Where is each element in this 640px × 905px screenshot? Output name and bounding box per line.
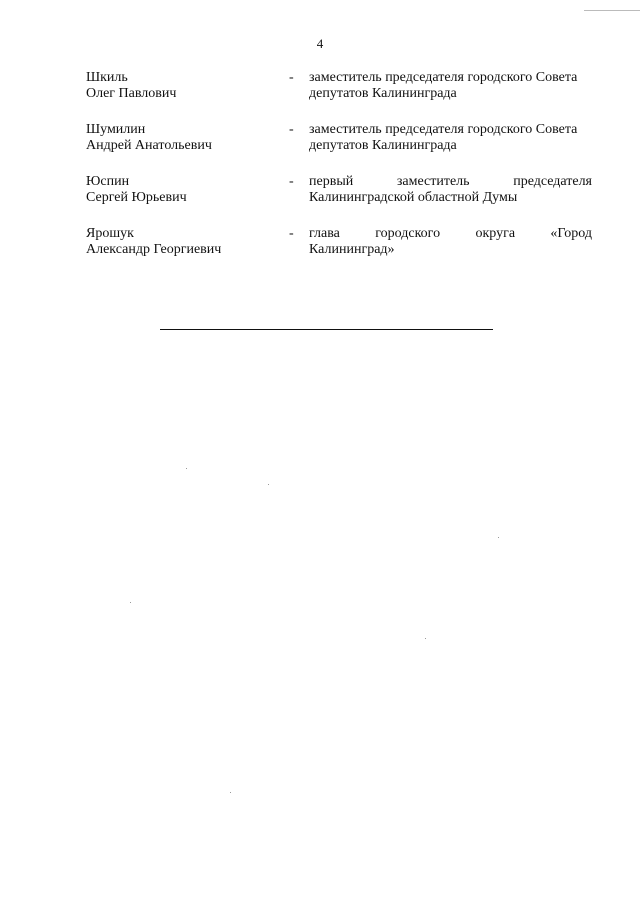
member-name — [86, 122, 289, 154]
scan-corner-mark — [584, 0, 640, 11]
member-role — [309, 122, 592, 154]
member-name — [86, 70, 289, 102]
member-role — [309, 70, 592, 102]
scan-speck — [425, 638, 426, 639]
member-given-name: Александр Георгиевич — [86, 242, 222, 257]
scan-speck — [186, 468, 187, 469]
member-role-line: депутатов Калининграда — [309, 86, 457, 101]
member-entry — [86, 226, 592, 258]
scan-speck — [498, 537, 499, 538]
member-entry — [86, 122, 592, 154]
entry-dash: - — [289, 174, 294, 189]
member-given-name: Олег Павлович — [86, 86, 177, 101]
member-given-name: Андрей Анатольевич — [86, 138, 212, 153]
member-role — [309, 174, 592, 206]
member-entry — [86, 174, 592, 206]
member-role-line: Калининградской областной Думы — [309, 190, 518, 205]
member-entry — [86, 70, 592, 102]
member-surname: Ярошук — [86, 226, 134, 241]
scan-speck — [268, 484, 269, 485]
member-role-line: депутатов Калининграда — [309, 138, 457, 153]
member-role — [309, 226, 592, 258]
entry-dash: - — [289, 226, 294, 241]
member-role-line: заместитель председателя городского Совета — [309, 122, 578, 137]
member-name — [86, 226, 289, 258]
member-role-line: заместитель председателя городского Совета — [309, 70, 578, 85]
scan-speck — [230, 792, 231, 793]
closing-rule — [160, 329, 493, 330]
member-given-name: Сергей Юрьевич — [86, 190, 187, 205]
member-surname: Шумилин — [86, 122, 146, 137]
member-role-line: Калининград» — [309, 242, 395, 257]
entry-dash: - — [289, 122, 294, 137]
page-number: 4 — [316, 36, 324, 51]
member-role-line: первый заместитель председателя — [309, 174, 592, 189]
member-surname: Шкиль — [86, 70, 128, 85]
member-name — [86, 174, 289, 206]
member-surname: Юспин — [86, 174, 130, 189]
member-list — [86, 70, 592, 278]
member-role-line: глава городского округа «Город — [309, 226, 592, 241]
entry-dash: - — [289, 70, 294, 85]
scan-speck — [130, 602, 131, 603]
